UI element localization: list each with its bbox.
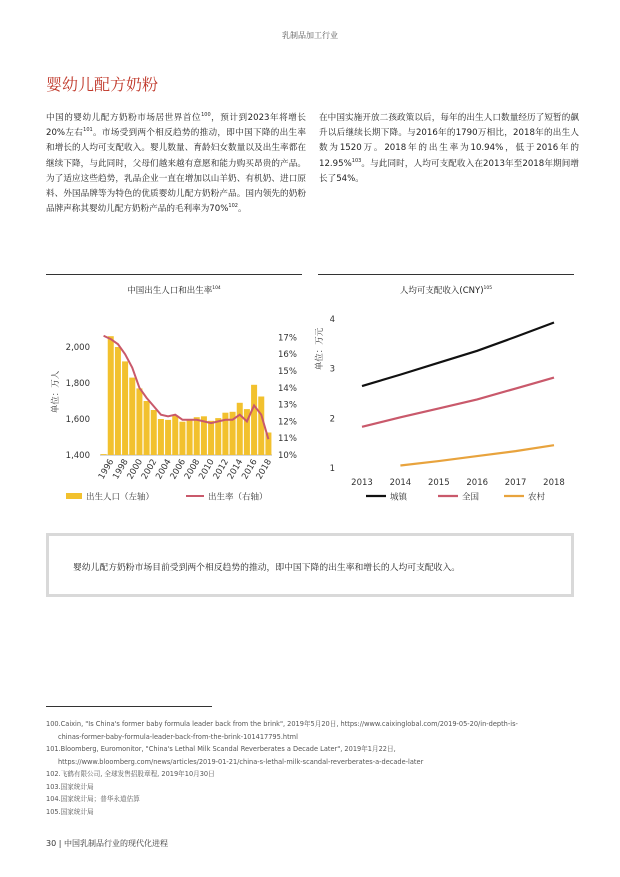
x-tick-label: 2015 — [427, 478, 450, 488]
legend-label: 城镇 — [390, 492, 408, 503]
y-tick-label: 1,400 — [65, 451, 90, 461]
bar — [129, 378, 135, 455]
x-tick-label: 2018 — [543, 478, 565, 488]
legend-label: 出生人口（左轴） — [86, 492, 155, 503]
series-line — [362, 322, 554, 386]
bar — [172, 415, 178, 455]
x-tick-label: 2008 — [182, 457, 203, 482]
footnote-101-cont[interactable]: https://www.bloomberg.com/news/articles/2019-01-21/china-s-lethal-milk-scandal-reverberates-a-decade-later — [58, 757, 424, 766]
x-tick-label: 2000 — [125, 457, 146, 482]
bar — [208, 421, 214, 455]
body-text: 。市场受到两个相反趋势的推动，即中国下降的出生率和增长的人均可支配收入。婴儿数量、育龄妇女数量以及出生率都在继续下降，与此同时，父母们越来越有意愿和能力购买昂贵的产品。为了适应这些趋势，乳品企业一直在增加以山羊奶、有机奶、进口原料、外国品牌等为特色的优质婴幼儿配方奶粉产品。国内领先的奶粉品牌声称其婴幼儿配方奶粉产品的毛利率为70% — [46, 128, 306, 215]
bar — [187, 420, 193, 455]
x-tick-label: 2013 — [351, 478, 373, 488]
bar — [215, 418, 221, 455]
chart-title-text: 人均可支配收入(CNY) — [399, 286, 484, 296]
body-text: ，预计到2023年将增长20%左右 — [46, 113, 306, 139]
footnote-divider — [46, 706, 212, 707]
body-text: 。 — [237, 204, 247, 215]
bar — [179, 422, 185, 455]
legend-swatch-births — [66, 493, 82, 499]
body-text: 中国的婴幼儿配方奶粉市场居世界首位 — [46, 113, 202, 123]
bar — [122, 361, 128, 455]
y-axis-label: 单位：万人 — [51, 370, 61, 414]
page-footer: 30 | 中国乳制品行业的现代化进程 — [46, 839, 168, 848]
y-tick-label: 1,600 — [65, 415, 90, 425]
income-chart — [315, 274, 574, 514]
y-tick-label: 3 — [329, 364, 335, 375]
x-tick-label: 2006 — [168, 457, 189, 482]
x-tick-label: 2016 — [466, 478, 489, 488]
x-tick-label: 2014 — [225, 457, 246, 482]
bar — [237, 403, 243, 455]
income-chart-svg — [315, 274, 574, 514]
bar — [115, 347, 121, 455]
bar — [194, 417, 200, 455]
footnote-100: 100.Caixin, "Is China's former baby formula leader back from the brink", 2019年5月20日, https://www.caixinglobal.com/2019-05-20/in-depth-is- — [46, 720, 518, 728]
y2-tick-label: 11% — [278, 434, 297, 445]
birth-chart — [46, 274, 302, 514]
x-tick-label: 2002 — [139, 457, 160, 482]
footnote-ref[interactable]: 101 — [83, 127, 93, 134]
y2-tick-label: 17% — [278, 333, 297, 344]
footnote-103: 103.国家统计局 — [46, 782, 94, 791]
bar — [251, 385, 257, 455]
x-tick-label: 2010 — [197, 457, 217, 482]
x-tick-label: 2017 — [504, 478, 527, 488]
x-tick-label: 1996 — [96, 457, 117, 482]
y-tick-label: 4 — [329, 315, 335, 325]
y2-tick-label: 10% — [278, 451, 297, 461]
footnote-ref[interactable]: 102 — [228, 203, 238, 210]
footnote-102: 102.飞鹤有限公司, 全球发售招股章程, 2019年10月30日 — [46, 770, 215, 778]
x-tick-label: 2018 — [254, 457, 275, 482]
y-tick-label: 2 — [329, 414, 335, 425]
section-title: 婴幼儿配方奶粉 — [46, 75, 159, 94]
y-tick-label: 1,800 — [65, 379, 90, 389]
footnotes — [46, 718, 586, 818]
footnote-100-cont[interactable]: chinas-former-baby-formula-leader-back-from-the-brink-101417795.html — [58, 732, 298, 741]
footnote-104: 104.国家统计局；普华永道估算 — [46, 795, 140, 803]
bar — [136, 388, 142, 455]
series-line — [362, 378, 554, 427]
legend-label: 农村 — [528, 492, 546, 503]
footnote-101: 101.Bloomberg, Euromonitor, "China's Lethal Milk Scandal Reverberates a Decade Later", 2019年1月22日, — [46, 745, 396, 753]
bar — [158, 419, 164, 455]
body-right-column — [319, 111, 579, 187]
footnote-ref[interactable]: 100 — [201, 112, 211, 119]
x-tick-label: 2012 — [211, 457, 232, 482]
body-left-column — [46, 111, 306, 217]
y2-tick-label: 14% — [278, 383, 297, 394]
y2-tick-label: 15% — [278, 367, 297, 377]
y2-tick-label: 13% — [278, 400, 297, 411]
bar — [108, 336, 114, 455]
bar — [101, 454, 107, 455]
birth-chart-svg — [46, 274, 302, 514]
bar — [165, 420, 171, 455]
legend-label: 出生率（右轴） — [208, 492, 268, 503]
body-text: 。与此同时，人均可支配收入在2013年至2018年期间增长了54%。 — [319, 158, 579, 184]
birth-rate-line — [104, 336, 269, 439]
page-header: 乳制品加工行业 — [282, 31, 338, 40]
footnote-105: 105.国家统计局 — [46, 807, 94, 816]
callout-text: 婴幼儿配方奶粉市场目前受到两个相反趋势的推动，即中国下降的出生率和增长的人均可支配收入。 — [73, 563, 461, 573]
y2-tick-label: 12% — [278, 417, 297, 428]
chart-title-ref[interactable]: 105 — [483, 286, 493, 292]
chart-title-ref[interactable]: 104 — [212, 286, 221, 292]
series-line — [400, 445, 554, 465]
bar — [258, 397, 264, 456]
legend-label: 全国 — [462, 492, 480, 503]
y-tick-label: 2,000 — [65, 343, 90, 353]
y-tick-label: 1 — [329, 464, 335, 474]
x-tick-label: 2016 — [240, 457, 260, 482]
callout-box — [46, 533, 574, 597]
bar — [151, 410, 157, 455]
y-axis-label: 单位：万元 — [315, 327, 325, 371]
y2-tick-label: 16% — [278, 350, 297, 361]
x-tick-label: 2014 — [389, 478, 412, 488]
x-tick-label: 2004 — [154, 457, 174, 482]
x-tick-label: 1998 — [111, 457, 131, 482]
body-text: 在中国实施开放二孩政策以后，每年的出生人口数量经历了短暂的飙升以后继续长期下降。与2016年的1790万相比，2018年的出生人数为1520万。2018年的出生率为10.94%，低于2016年的12.95% — [319, 113, 579, 169]
bar — [144, 401, 150, 455]
footnote-ref[interactable]: 103 — [351, 157, 362, 164]
chart-title-text: 中国出生人口和出生率 — [127, 286, 213, 296]
